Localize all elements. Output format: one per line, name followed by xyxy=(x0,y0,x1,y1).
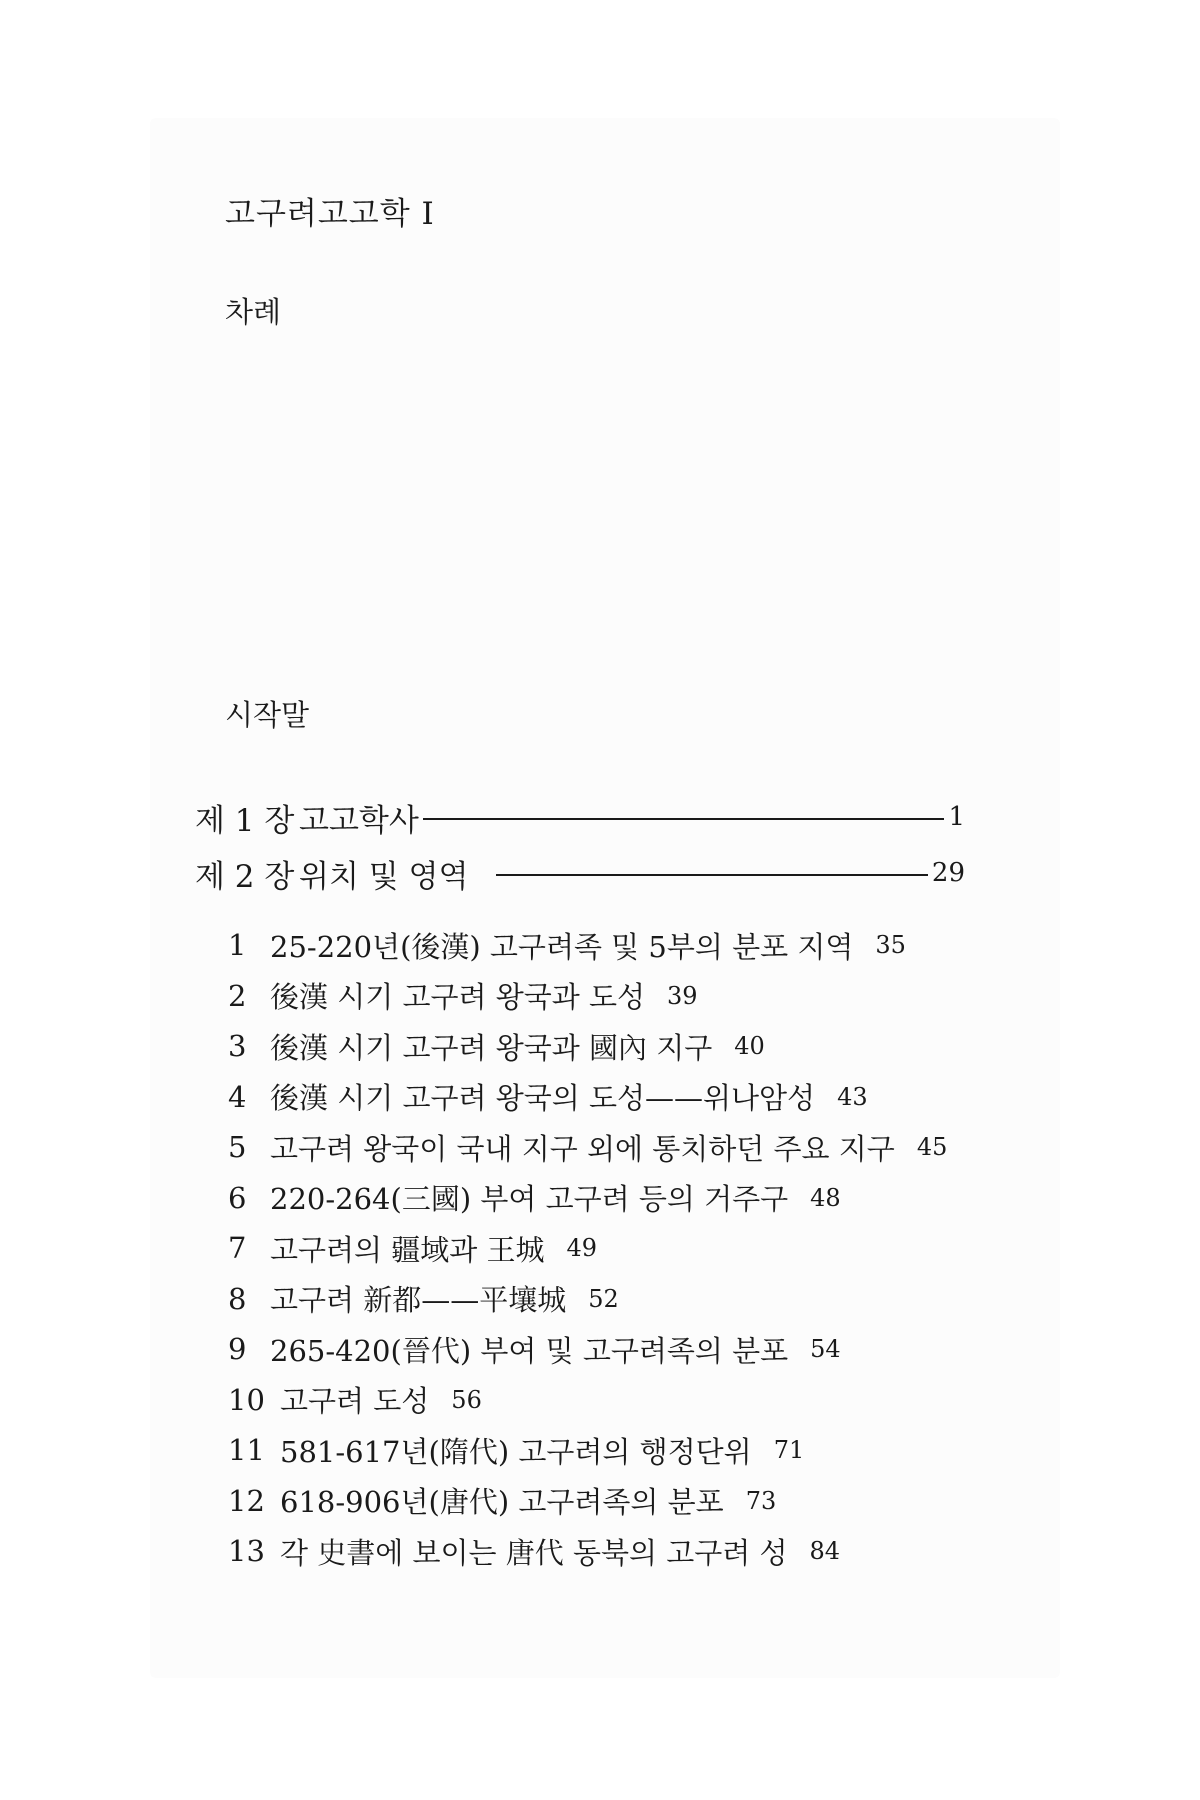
map-number: 12 xyxy=(228,1483,265,1518)
chapter-number: 제 2 장 xyxy=(195,858,295,895)
map-title: 고구려 도성 xyxy=(280,1384,430,1419)
map-title: 고구려의 疆域과 王城 xyxy=(270,1232,545,1267)
map-list-item xyxy=(228,920,988,971)
leader-line xyxy=(423,818,945,820)
map-title: 後漢 시기 고구려 왕국과 도성 xyxy=(270,980,646,1015)
map-list-item xyxy=(228,1476,988,1527)
map-number: 11 xyxy=(228,1433,265,1468)
map-number: 4 xyxy=(228,1079,247,1114)
map-number: 7 xyxy=(228,1231,247,1266)
map-list-item xyxy=(228,1021,988,1072)
map-number: 2 xyxy=(228,978,247,1013)
map-title: 618-906년(唐代) 고구려족의 분포 xyxy=(280,1485,724,1520)
map-page-number: 40 xyxy=(734,1032,765,1061)
map-list xyxy=(228,920,988,1577)
map-number: 6 xyxy=(228,1180,247,1215)
map-page-number: 45 xyxy=(916,1133,948,1162)
map-list-item xyxy=(228,971,988,1022)
map-list-item xyxy=(228,1526,988,1577)
map-page-number: 43 xyxy=(837,1082,868,1111)
toc-chapter-2 xyxy=(195,851,965,895)
map-title: 265-420(晉代) 부여 및 고구려족의 분포 xyxy=(270,1333,789,1368)
map-page-number: 71 xyxy=(773,1436,805,1465)
map-title: 後漢 시기 고구려 왕국과 國內 지구 xyxy=(270,1030,713,1065)
chapter-title: 고고학사 xyxy=(299,802,419,839)
map-number: 1 xyxy=(228,928,247,963)
map-number: 3 xyxy=(228,1029,247,1064)
map-page-number: 54 xyxy=(810,1335,841,1364)
leader-line xyxy=(496,874,927,876)
chapter-number: 제 1 장 xyxy=(195,802,295,839)
map-page-number: 39 xyxy=(667,981,698,1010)
map-title: 581-617년(隋代) 고구려의 행정단위 xyxy=(280,1434,752,1469)
map-page-number: 49 xyxy=(566,1234,598,1263)
map-list-item xyxy=(228,1425,988,1476)
map-list-item xyxy=(228,1274,988,1325)
map-list-item xyxy=(228,1173,988,1224)
map-list-item xyxy=(228,1072,988,1123)
map-page-number: 73 xyxy=(745,1486,777,1515)
chapter-page-number: 29 xyxy=(931,858,965,888)
map-page-number: 56 xyxy=(451,1385,482,1414)
toc-entry-preface: 시작말 xyxy=(225,698,310,732)
map-number: 8 xyxy=(228,1281,247,1316)
map-number: 10 xyxy=(228,1382,265,1417)
toc-chapter-1 xyxy=(195,795,965,839)
map-list-item xyxy=(228,1375,988,1426)
map-title: 고구려 왕국이 국내 지구 외에 통치하던 주요 지구 xyxy=(270,1131,895,1166)
book-title: 고구려고고학 I xyxy=(225,196,435,232)
map-title: 25-220년(後漢) 고구려족 및 5부의 분포 지역 xyxy=(270,929,854,964)
toc-heading: 차례 xyxy=(225,295,282,329)
map-page-number: 35 xyxy=(875,931,906,960)
map-title: 後漢 시기 고구려 왕국의 도성——위나암성 xyxy=(270,1081,816,1116)
map-number: 9 xyxy=(228,1332,247,1367)
map-page-number: 84 xyxy=(809,1537,841,1566)
map-list-item xyxy=(228,1122,988,1173)
map-title: 고구려 新都——平壤城 xyxy=(270,1283,567,1318)
map-page-number: 52 xyxy=(588,1284,619,1313)
chapter-title: 위치 및 영역 xyxy=(299,858,469,895)
chapter-page-number: 1 xyxy=(948,802,965,832)
map-number: 5 xyxy=(228,1130,247,1165)
map-title: 220-264(三國) 부여 고구려 등의 거주구 xyxy=(270,1182,789,1217)
map-list-item xyxy=(228,1223,988,1274)
map-page-number: 48 xyxy=(810,1183,841,1212)
map-list-item xyxy=(228,1324,988,1375)
map-title: 각 史書에 보이는 唐代 동북의 고구려 성 xyxy=(280,1535,788,1570)
map-number: 13 xyxy=(228,1534,265,1569)
